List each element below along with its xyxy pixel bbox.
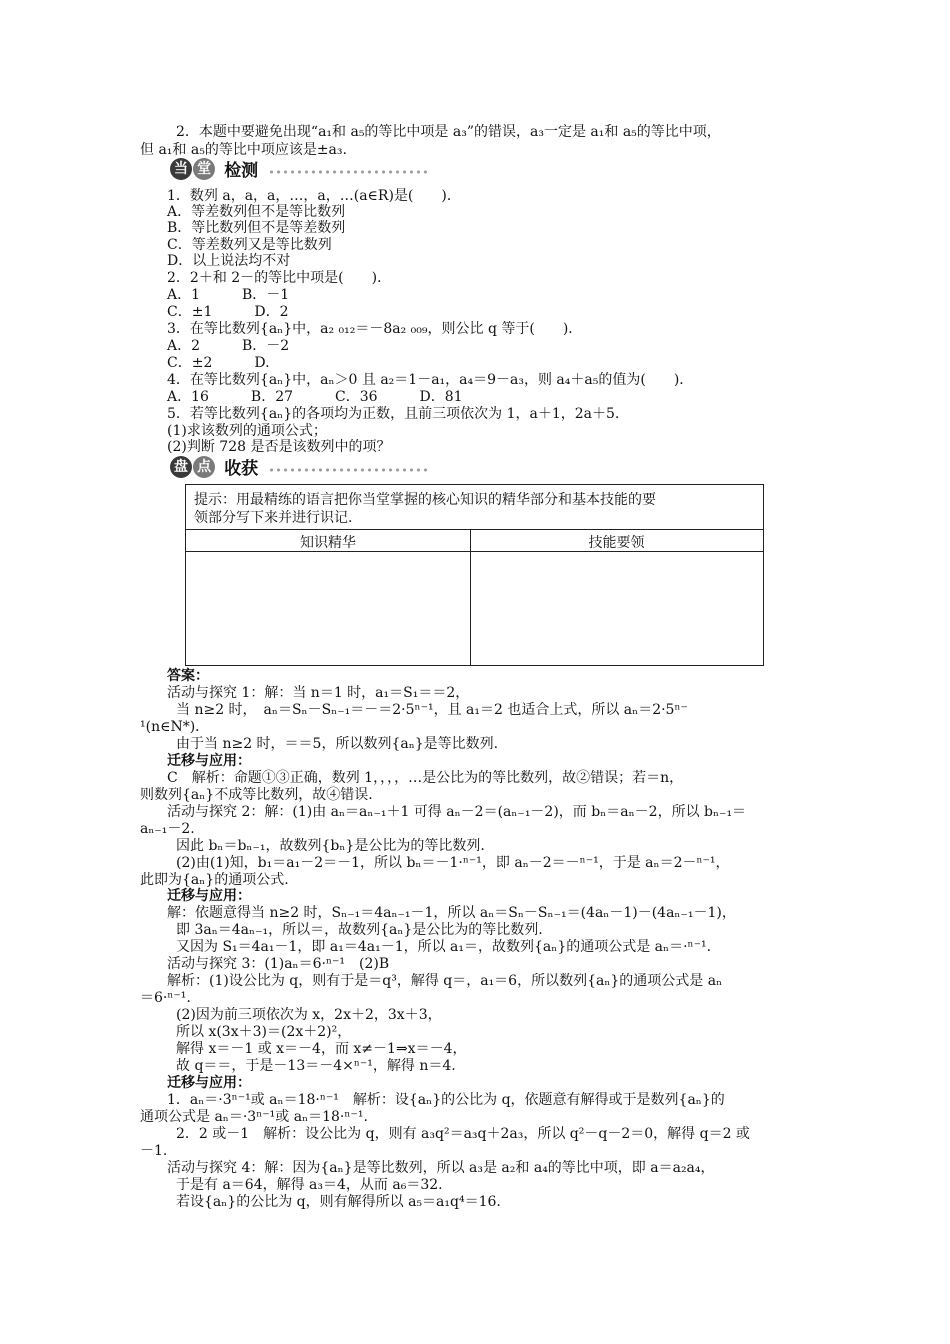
- table-rule: [186, 529, 763, 530]
- question-line: C．±1 D．2: [167, 304, 289, 320]
- answer-line: (2)由(1)知，b₁＝a₁－2＝－1，所以 bₙ＝－1·ⁿ⁻¹，即 aₙ－2＝－ⁿ⁻¹，于是 aₙ＝2－ⁿ⁻¹，: [176, 855, 730, 871]
- intro-line-2: 但 a₁和 a₅的等比中项应该是±a₃.: [140, 142, 347, 158]
- section-badge-char-1: 当: [170, 158, 192, 180]
- answer-line: 解：依题意得当 n≥2 时，Sₙ₋₁＝4aₙ₋₁－1，所以 aₙ＝Sₙ－Sₙ₋₁＝(4aₙ－1)－(4aₙ₋₁－1)，: [167, 905, 736, 921]
- question-line: A．等差数列但不是等比数列: [167, 204, 346, 220]
- table-prompt-line-1: 提示：用最精练的语言把你当堂掌握的核心知识的精华部分和基本技能的要: [194, 492, 656, 508]
- answer-line: 1．aₙ＝·3ⁿ⁻¹或 aₙ＝18·ⁿ⁻¹ 解析：设{aₙ}的公比为 q，依题意有解得或于是数列{aₙ}的: [167, 1092, 725, 1108]
- question-line: (2)判断 728 是否是该数列中的项？: [167, 439, 391, 455]
- answer-line: 活动与探究 1：解：当 n＝1 时，a₁＝S₁＝＝2，: [167, 685, 470, 701]
- section-header-summary: [170, 454, 430, 484]
- section-title: 检测: [224, 161, 259, 181]
- section-title: 收获: [224, 459, 259, 479]
- answer-line: 活动与探究 4：解：因为{aₙ}是等比数列，所以 a₃是 a₂和 a₄的等比中项，即 a＝a₂a₄，: [167, 1160, 715, 1176]
- answer-line: 此即为{aₙ}的通项公式.: [140, 872, 289, 888]
- question-line: 3．在等比数列{aₙ}中，a₂ ₀₁₂＝－8a₂ ₀₀₉，则公比 q 等于( )．: [167, 321, 583, 337]
- dotted-divider: [268, 169, 430, 175]
- answer-line: 若设{aₙ}的公比为 q，则有解得所以 a₅＝a₁q⁴＝16.: [176, 1194, 501, 1210]
- answers-heading: 答案：: [167, 668, 209, 684]
- answer-line: 又因为 S₁＝4a₁－1，即 a₁＝4a₁－1，所以 a₁＝，故数列{aₙ}的通项公式是 aₙ＝·ⁿ⁻¹.: [176, 939, 712, 955]
- answer-line: 故 q＝＝，于是－13＝－4×ⁿ⁻¹，解得 n＝4.: [176, 1058, 456, 1074]
- table-prompt: [194, 491, 754, 527]
- table-header-skills: 技能要领: [588, 535, 645, 551]
- question-line: 5．若等比数列{aₙ}的各项均为正数，且前三项依次为 1，a＋1，2a＋5.: [167, 406, 620, 422]
- answer-line: 迁移与应用：: [167, 753, 251, 769]
- answer-line: C 解析：命题①③正确，数列 1，，，，…是公比为的等比数列，故②错误；若＝n，: [167, 770, 684, 786]
- answer-line: 于是有 a＝64，解得 a₃＝4，从而 a₆＝32.: [176, 1177, 443, 1193]
- question-line: 1．数列 a，a，a，…，a，…(a∈R)是( )．: [167, 188, 461, 204]
- question-line: A．16 B．27 C．36 D．81: [167, 389, 463, 405]
- answer-line: 通项公式是 aₙ＝·3ⁿ⁻¹或 aₙ＝18·ⁿ⁻¹.: [140, 1109, 368, 1125]
- answer-line: 2．2 或－1 解析：设公比为 q，则有 a₃q²＝a₃q＋2a₃，所以 q²－q－2＝0，解得 q＝2 或: [176, 1126, 750, 1142]
- answer-line: －1.: [140, 1143, 168, 1159]
- question-line: A．1 B．－1: [167, 287, 290, 303]
- question-line: C．±2 D.: [167, 355, 270, 371]
- dotted-divider: [268, 467, 430, 473]
- answer-line: 活动与探究 2：解：(1)由 aₙ＝aₙ₋₁＋1 可得 aₙ－2＝(aₙ₋₁－2)，而 bₙ＝aₙ－2，所以 bₙ₋₁＝: [167, 804, 747, 820]
- intro-line-1: 2．本题中要避免出现“a₁和 a₅的等比中项是 a₃”的错误，a₃一定是 a₁和 a₅的等比中项，: [176, 124, 721, 140]
- answer-line: 活动与探究 3：(1)aₙ＝6·ⁿ⁻¹ (2)B: [167, 956, 390, 972]
- answer-line: 迁移与应用：: [167, 1075, 251, 1091]
- table-prompt-line-2: 领部分写下来并进行识记.: [194, 510, 353, 526]
- section-header-classroom-test: [170, 156, 430, 186]
- answer-line: 迁移与应用：: [167, 888, 251, 904]
- section-badge-char-2: 点: [193, 456, 215, 478]
- answer-line: 则数列{aₙ}不成等比数列，故④错误.: [140, 787, 373, 803]
- question-line: C．等差数列又是等比数列: [167, 237, 332, 253]
- question-line: 2．2＋和 2－的等比中项是( )．: [167, 270, 392, 286]
- answer-line: 即 3aₙ＝4aₙ₋₁，所以＝，故数列{aₙ}是公比为的等比数列.: [176, 922, 543, 938]
- question-line: A．2 B．－2: [167, 338, 290, 354]
- answer-line: ¹(n∈N*)．: [140, 719, 210, 735]
- answer-line: ＝6·ⁿ⁻¹.: [140, 990, 191, 1006]
- answer-line: 当 n≥2 时， aₙ＝Sₙ－Sₙ₋₁＝－＝2·5ⁿ⁻¹，且 a₁＝2 也适合上式，所以 aₙ＝2·5ⁿ⁻: [176, 702, 688, 718]
- question-line: 4．在等比数列{aₙ}中，aₙ＞0 且 a₂＝1－a₁，a₄＝9－a₃，则 a₄＋a₅的值为( )．: [167, 372, 694, 388]
- answer-line: 解析：(1)设公比为 q，则有于是＝q³，解得 q＝，a₁＝6，所以数列{aₙ}的通项公式是 aₙ: [167, 973, 723, 989]
- answer-line: 所以 x(3x＋3)＝(2x＋2)²，: [176, 1024, 352, 1040]
- table-header-knowledge: 知识精华: [300, 535, 356, 551]
- answer-line: 由于当 n≥2 时，＝＝5，所以数列{aₙ}是等比数列.: [176, 736, 499, 752]
- answer-line: 解得 x＝－1 或 x＝－4，而 x≠－1⇒x＝－4，: [176, 1041, 467, 1057]
- section-badge-char-1: 盘: [170, 456, 192, 478]
- answer-line: 因此 bₙ＝bₙ₋₁，故数列{bₙ}是公比为的等比数列.: [176, 838, 485, 854]
- section-badge-char-2: 堂: [193, 158, 215, 180]
- answer-line: aₙ₋₁－2.: [140, 821, 195, 837]
- answer-line: (2)因为前三项依次为 x，2x＋2，3x＋3，: [176, 1007, 442, 1023]
- question-line: (1)求该数列的通项公式；: [167, 423, 327, 439]
- question-line: B．等比数列但不是等差数列: [167, 220, 346, 236]
- question-line: D．以上说法均不对: [167, 253, 291, 269]
- summary-table: [185, 484, 764, 666]
